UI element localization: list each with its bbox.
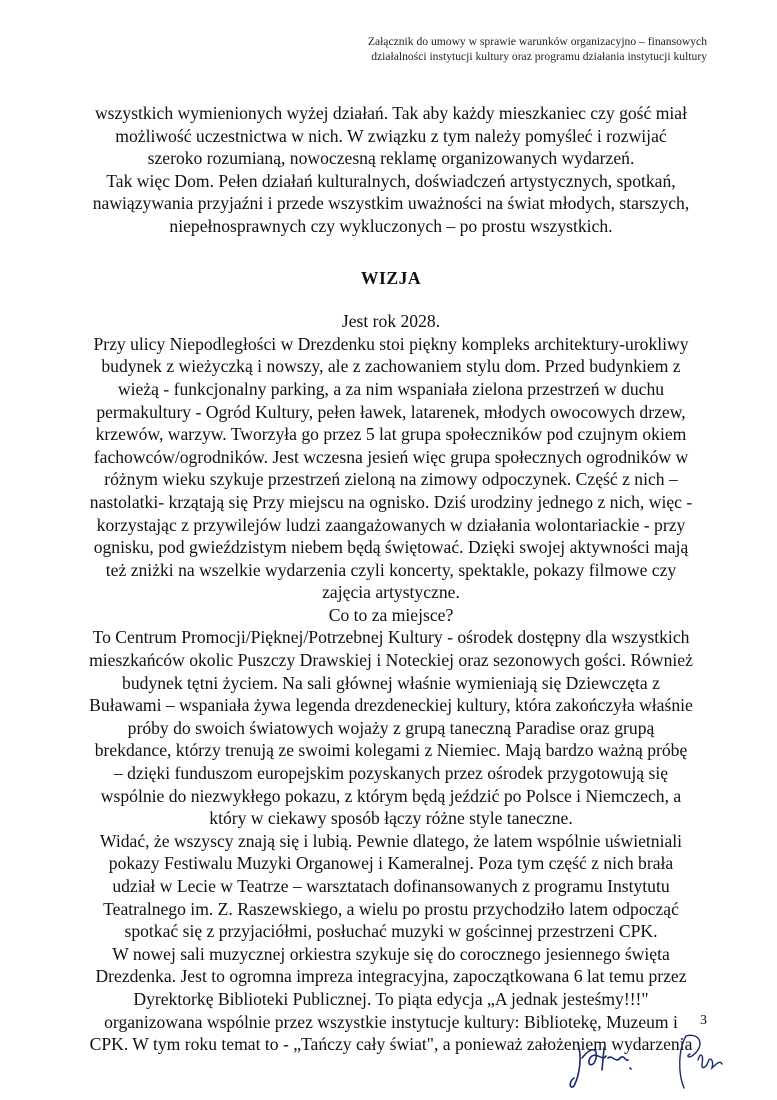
text-line: Drezdenka. Jest to ogromna impreza integracyjna, zapoczątkowana 6 lat temu przez — [95, 966, 687, 987]
document-header — [277, 34, 707, 64]
header-line: działalności instytucji kultury oraz programu działania instytucji kultury — [371, 50, 707, 63]
section-heading: WIZJA — [360, 267, 422, 288]
text-line: CPK. W tym roku temat to - „Tańczy cały świat", a ponieważ założeniem wydarzenia — [89, 1034, 693, 1055]
text-line: Buławami – wspaniała żywa legenda drezdeneckiej kultury, która zakończyła właśnie — [89, 695, 693, 716]
vision-section — [76, 310, 706, 1056]
text-line: budynek z wieżyczką i nowszy, ale z zachowaniem stylu dom. Przed budynkiem z — [101, 356, 681, 377]
intro-paragraph — [76, 102, 706, 238]
text-line: W nowej sali muzycznej orkiestra szykuje się do corocznego jesiennego święta — [112, 943, 670, 964]
text-line: nastolatki- krzątają się Przy miejscu na ognisko. Dziś urodziny jednego z nich, więc - — [89, 491, 693, 512]
text-line: nawiązywania przyjaźni i przede wszystkim uważności na świat młodych, starszych, — [92, 193, 690, 214]
text-line: który w ciekawy sposób łączy różne style taneczne. — [209, 808, 573, 829]
text-line: Dyrektorkę Biblioteki Publicznej. To piąta edycja „A jednak jesteśmy!!!" — [133, 988, 649, 1009]
page-number: 3 — [700, 1013, 707, 1028]
text-line: fachowców/ogrodników. Jest wczesna jesień więc grupa społecznych ogrodników w — [93, 446, 689, 467]
text-line: ognisku, pod gwieździstym niebem będą świętować. Dzięki swojej aktywności mają — [93, 537, 689, 558]
text-line: szeroko rozumianą, nowoczesną reklamę organizowanych wydarzeń. — [147, 148, 635, 169]
text-line: niepełnosprawnych czy wykluczonych – po prostu wszystkich. — [169, 215, 613, 236]
text-line: Co to za miejsce? — [328, 604, 454, 625]
text-line: mieszkańców okolic Puszczy Drawskiej i Noteckiej oraz sezonowych gości. Również — [89, 650, 693, 671]
text-line: też zniżki na wszelkie wydarzenia czyli koncerty, spektakle, pokazy filmowe czy — [105, 559, 677, 580]
text-line: organizowana wspólnie przez wszystkie instytucje kultury: Bibliotekę, Muzeum i — [104, 1011, 678, 1032]
text-line: To Centrum Promocji/Pięknej/Potrzebnej Kultury - ośrodek dostępny dla wszystkich — [92, 627, 690, 648]
text-line: udział w Lecie w Teatrze – warsztatach dofinansowanych z programu Instytutu — [112, 876, 670, 896]
text-line: – dzięki funduszom europejskim pozyskanych przez ośrodek przygotowują się — [113, 763, 669, 784]
text-line: pokazy Festiwalu Muzyki Organowej i Kameralnej. Poza tym część z nich brała — [108, 853, 674, 874]
text-line: Tak więc Dom. Pełen działań kulturalnych, doświadczeń artystycznych, spotkań, — [106, 170, 676, 191]
text-line: Widać, że wszyscy znają się i lubią. Pewnie dlatego, że latem wspólnie uświetniali — [99, 830, 683, 851]
text-line: próby do swoich światowych wojaży z grupą taneczną Paradise oraz grupą — [127, 717, 655, 738]
text-line: wieżą - funkcjonalny parking, a za nim wspaniała zielona przestrzeń w duchu — [117, 378, 665, 399]
text-line: Jest rok 2028. — [341, 311, 441, 332]
text-line: wszystkich wymienionych wyżej działań. Tak aby każdy mieszkaniec czy gość miał — [94, 103, 688, 123]
text-line: spotkać się z przyjaciółmi, posłuchać muzyki w gościnnej przestrzeni CPK. — [124, 921, 658, 942]
text-line: krzewów, warzyw. Tworzyła go przez 5 lat grupa społeczników pod czujnym okiem — [95, 424, 687, 445]
signature-image-left — [568, 1036, 638, 1092]
header-line: Załącznik do umowy w sprawie warunków organizacyjno – finansowych — [367, 35, 707, 48]
text-line: możliwość uczestnictwa w nich. W związku z tym należy pomyśleć i rozwijać — [115, 125, 667, 146]
text-line: budynek tętni życiem. Na sali głównej właśnie wymieniają się Dziewczęta z — [122, 672, 660, 693]
text-line: Teatralnego im. Z. Raszewskiego, a wielu po prostu przychodziło latem odpocząć — [103, 898, 679, 919]
text-line: korzystając z przywilejów ludzi zaangażowanych w działania wolontariackie - przy — [96, 514, 686, 535]
signature-image-right — [672, 1030, 728, 1094]
text-line: różnym wieku szykuje przestrzeń zieloną na zimowy odpoczynek. Część z nich – — [104, 469, 678, 490]
text-line: zajęcia artystyczne. — [322, 582, 460, 603]
text-line: wspólnie do niezwykłego pokazu, z którym będą jeździć po Polsce i Niemczech, a — [100, 785, 682, 806]
document-body — [76, 102, 706, 1056]
text-line: Przy ulicy Niepodległości w Drezdenku stoi piękny kompleks architektury-urokliwy — [93, 333, 689, 354]
text-line: brekdance, którzy trenują ze swoimi kolegami z Niemiec. Mają bardzo ważną próbę — [94, 740, 688, 761]
text-line: permakultury - Ogród Kultury, pełen ławek, latarenek, młodych owocowych drzew, — [96, 401, 686, 422]
